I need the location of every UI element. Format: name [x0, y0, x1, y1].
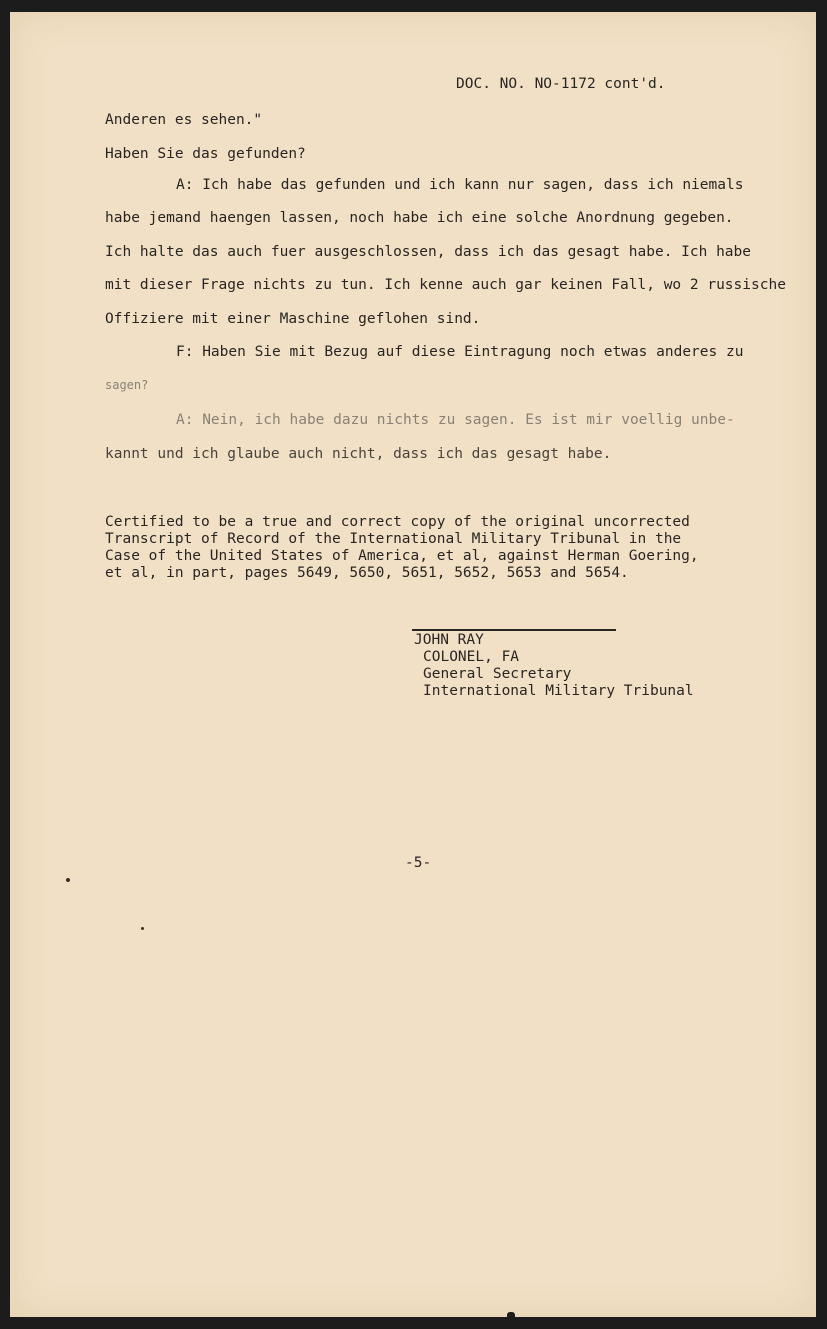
transcript-line: Haben Sie das gefunden? — [105, 146, 306, 162]
transcript-line: Offiziere mit einer Maschine geflohen sind. — [105, 311, 481, 327]
transcript-line: Anderen es sehen." — [105, 112, 263, 128]
signature-rule — [412, 629, 616, 631]
certification-line: et al, in part, pages 5649, 5650, 5651, 5652, 5653 and 5654. — [105, 565, 629, 581]
signatory-rank: COLONEL, FA — [423, 649, 520, 665]
doc-number: DOC. NO. NO-1172 cont'd. — [456, 76, 666, 92]
transcript-line: mit dieser Frage nichts zu tun. Ich kenne auch gar keinen Fall, wo 2 russische — [105, 277, 786, 293]
transcript-line: A: Nein, ich habe dazu nichts zu sagen. Es ist mir voellig unbe- — [176, 412, 735, 428]
signatory-title: General Secretary — [423, 666, 572, 682]
certification-line: Case of the United States of America, et al, against Herman Goering, — [105, 548, 699, 564]
transcript-line: kannt und ich glaube auch nicht, dass ich das gesagt habe. — [105, 446, 612, 462]
paper-speck — [66, 878, 70, 882]
transcript-line: F: Haben Sie mit Bezug auf diese Eintragung noch etwas anderes zu — [176, 344, 744, 360]
certification-line: Transcript of Record of the International Military Tribunal in the — [105, 531, 682, 547]
transcript-line: habe jemand haengen lassen, noch habe ich eine solche Anordnung gegeben. — [105, 210, 734, 226]
signatory-organization: International Military Tribunal — [423, 683, 694, 699]
page-number: -5- — [405, 855, 432, 871]
signatory-name: JOHN RAY — [414, 632, 484, 648]
certification-line: Certified to be a true and correct copy of the original uncorrected — [105, 514, 690, 530]
transcript-line: sagen? — [105, 378, 149, 392]
document-page — [10, 12, 816, 1317]
transcript-line: Ich halte das auch fuer ausgeschlossen, dass ich das gesagt habe. Ich habe — [105, 244, 752, 260]
paper-speck — [141, 927, 144, 930]
paper-edge-notch — [507, 1312, 515, 1318]
transcript-line: A: Ich habe das gefunden und ich kann nur sagen, dass ich niemals — [176, 177, 744, 193]
